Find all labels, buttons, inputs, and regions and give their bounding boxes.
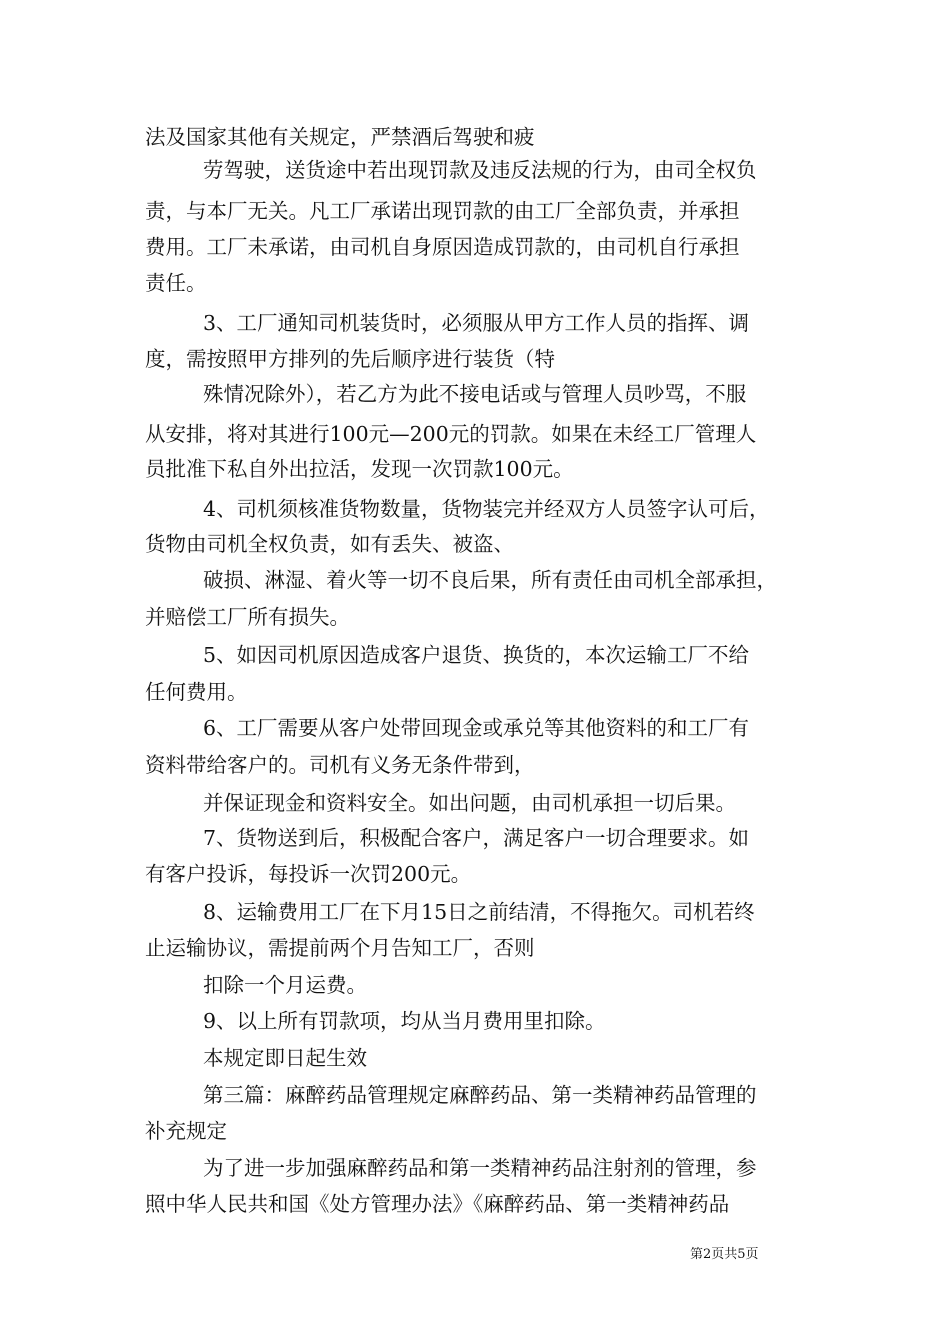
text-line-24: 扣除一个月运费。	[203, 973, 367, 997]
text-line-16: 任何费用。	[145, 680, 248, 704]
text-line-28: 补充规定	[145, 1119, 227, 1143]
text-line-22: 8、运输费用工厂在下月15日之前结清，不得拖欠。司机若终	[203, 900, 755, 924]
text-line-2: 劳驾驶，送货途中若出现罚款及违反法规的行为，由司全权负	[203, 158, 757, 182]
text-line-23: 止运输协议，需提前两个月告知工厂，否则	[145, 936, 535, 960]
text-line-10: 员批准下私自外出拉活，发现一次罚款100元。	[145, 457, 574, 481]
text-line-14: 并赔偿工厂所有损失。	[145, 605, 350, 629]
text-line-12: 货物由司机全权负责，如有丢失、被盗、	[145, 532, 514, 556]
text-line-29: 为了进一步加强麻醉药品和第一类精神药品注射剂的管理，参	[203, 1156, 757, 1180]
text-line-8: 殊情况除外），若乙方为此不接电话或与管理人员吵骂，不服	[203, 382, 747, 406]
text-line-13: 破损、淋湿、着火等一切不良后果，所有责任由司机全部承担，	[203, 568, 777, 592]
text-line-7: 度，需按照甲方排列的先后顺序进行装货（特	[145, 347, 555, 371]
text-line-26: 本规定即日起生效	[203, 1046, 367, 1070]
text-line-6: 3、工厂通知司机装货时，必须服从甲方工作人员的指挥、调	[203, 311, 750, 335]
text-line-27: 第三篇：麻醉药品管理规定麻醉药品、第一类精神药品管理的	[203, 1083, 757, 1107]
text-line-1: 法及国家其他有关规定，严禁酒后驾驶和疲	[145, 125, 535, 149]
text-line-11: 4、司机须核准货物数量，货物装完并经双方人员签字认可后，	[203, 497, 770, 521]
text-line-30: 照中华人民共和国《处方管理办法》《麻醉药品、第一类精神药品	[145, 1192, 730, 1216]
text-line-15: 5、如因司机原因造成客户退货、换货的，本次运输工厂不给	[203, 643, 750, 667]
text-line-21: 有客户投诉，每投诉一次罚200元。	[145, 862, 472, 886]
text-line-17: 6、工厂需要从客户处带回现金或承兑等其他资料的和工厂有	[203, 716, 750, 740]
text-line-18: 资料带给客户的。司机有义务无条件带到，	[145, 753, 535, 777]
text-line-4: 费用。工厂未承诺，由司机自身原因造成罚款的，由司机自行承担	[145, 235, 740, 259]
text-line-20: 7、货物送到后，积极配合客户，满足客户一切合理要求。如	[203, 826, 750, 850]
text-line-5: 责任。	[145, 271, 207, 295]
text-line-19: 并保证现金和资料安全。如出问题，由司机承担一切后果。	[203, 791, 736, 815]
page-number: 第2页共5页	[690, 1247, 759, 1262]
text-line-25: 9、以上所有罚款项，均从当月费用里扣除。	[203, 1009, 606, 1033]
text-line-9: 从安排，将对其进行100元—200元的罚款。如果在未经工厂管理人	[145, 422, 757, 446]
text-line-3: 责，与本厂无关。凡工厂承诺出现罚款的由工厂全部负责，并承担	[145, 199, 740, 223]
